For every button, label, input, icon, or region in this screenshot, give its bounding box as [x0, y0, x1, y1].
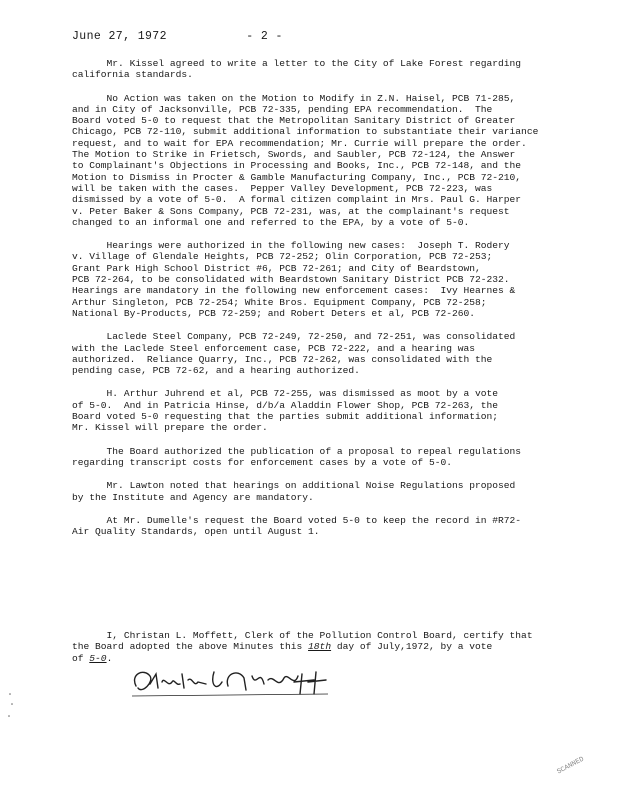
text-line: Mr. Kissel agreed to write a letter to the City of Lake Forest regarding — [72, 58, 522, 69]
text-line: dismissed by a vote of 5-0. A formal citizen complaint in Mrs. Paul G. Harper — [72, 194, 522, 206]
certification-line-2: the Board adopted the above Minutes this 18th day of July,1972, by a vote — [72, 641, 493, 653]
minutes-paragraph — [72, 388, 582, 433]
text-line: PCB 72-264, to be consolidated with Beardstown Sanitary District PCB 72-232. — [72, 274, 510, 286]
text-line: Mr. Lawton noted that hearings on additional Noise Regulations proposed — [72, 480, 516, 492]
text-line: authorized. Reliance Quarry, Inc., PCB 72-262, was consolidated with the — [72, 353, 493, 365]
minutes-paragraph — [72, 446, 582, 469]
text-line: pending case, PCB 72-62, and a hearing authorized. — [72, 365, 360, 377]
meeting-date: June 27, 1972 — [72, 30, 167, 43]
vote-filled: 5-0 — [89, 652, 107, 664]
text-line: Mr. Kissel will prepare the order. — [72, 422, 268, 434]
text-line: Motion to Dismiss in Procter & Gamble Manufacturing Company, Inc., PCB 72-210, — [72, 171, 522, 183]
text-line: regarding transcript costs for enforcement cases by a vote of 5-0. — [72, 456, 452, 468]
minutes-body — [72, 58, 582, 549]
certification — [72, 630, 582, 664]
text-line: by the Institute and Agency are mandatory. — [72, 491, 314, 503]
text-line: Board voted 5-0 requesting that the parties submit additional information; — [72, 411, 499, 423]
text-line: Grant Park High School District #6, PCB 72-261; and City of Beardstown, — [72, 262, 481, 274]
page-number: - 2 - — [246, 30, 283, 43]
text-line: california standards. — [72, 69, 193, 81]
text-line: Arthur Singleton, PCB 72-254; White Bros. Equipment Company, PCB 72-258; — [72, 296, 487, 308]
minutes-paragraph — [72, 480, 582, 503]
text-line: National By-Products, PCB 72-259; and Robert Deters et al, PCB 72-260. — [72, 307, 476, 319]
text-line: to Complainant's Objections in Processing and Books, Inc., PCB 72-148, and the — [72, 160, 522, 172]
minutes-paragraph — [72, 331, 582, 376]
text-line: H. Arthur Juhrend et al, PCB 72-255, was dismissed as moot by a vote — [72, 388, 499, 400]
clerk-signature — [128, 664, 338, 704]
text-line: No Action was taken on the Motion to Modify in Z.N. Haisel, PCB 71-285, — [72, 92, 516, 104]
margin-marks — [6, 690, 20, 730]
page-header — [72, 30, 283, 43]
text-line: The Board authorized the publication of a proposal to repeal regulations — [72, 445, 522, 457]
text-line: Hearings were authorized in the following new cases: Joseph T. Rodery — [72, 240, 510, 252]
text-line: will be taken with the cases. Pepper Valley Development, PCB 72-223, was — [72, 182, 493, 194]
certification-line-1: I, Christan L. Moffett, Clerk of the Pollution Control Board, certify that — [72, 630, 533, 641]
minutes-paragraph — [72, 515, 582, 538]
minutes-paragraph — [72, 58, 582, 81]
day-filled: 18th — [308, 641, 332, 653]
minutes-paragraph — [72, 240, 582, 319]
text-line: v. Village of Glendale Heights, PCB 72-252; Olin Corporation, PCB 72-253; — [72, 251, 493, 263]
certification-line-3: of 5-0. — [72, 652, 113, 664]
scan-stamp: SCANNED — [555, 755, 586, 777]
minutes-paragraph — [72, 93, 582, 229]
text-line: with the Laclede Steel enforcement case, PCB 72-222, and a hearing was — [72, 342, 476, 354]
text-line: request, and to wait for EPA recommendation; Mr. Currie will prepare the order. — [72, 137, 527, 149]
text-line: Air Quality Standards, open until August 1. — [72, 526, 320, 538]
text-line: Board voted 5-0 to request that the Metropolitan Sanitary District of Greater — [72, 115, 516, 127]
text-line: and in City of Jacksonville, PCB 72-335, pending EPA recommendation. The — [72, 103, 493, 115]
text-line: At Mr. Dumelle's request the Board voted 5-0 to keep the record in #R72- — [72, 514, 522, 526]
text-line: The Motion to Strike in Frietsch, Swords, and Saubler, PCB 72-124, the Answer — [72, 149, 516, 161]
text-line: Chicago, PCB 72-110, submit additional information to substantiate their variance — [72, 126, 539, 138]
text-line: changed to an informal one and referred to the EPA, by a vote of 5-0. — [72, 216, 470, 228]
text-line: Hearings are mandatory in the following new enforcement cases: Ivy Hearnes & — [72, 285, 516, 297]
text-line: of 5-0. And in Patricia Hinse, d/b/a Aladdin Flower Shop, PCB 72-263, the — [72, 399, 499, 411]
text-line: Laclede Steel Company, PCB 72-249, 72-250, and 72-251, was consolidated — [72, 331, 516, 343]
text-line: v. Peter Baker & Sons Company, PCB 72-231, was, at the complainant's request — [72, 205, 510, 217]
